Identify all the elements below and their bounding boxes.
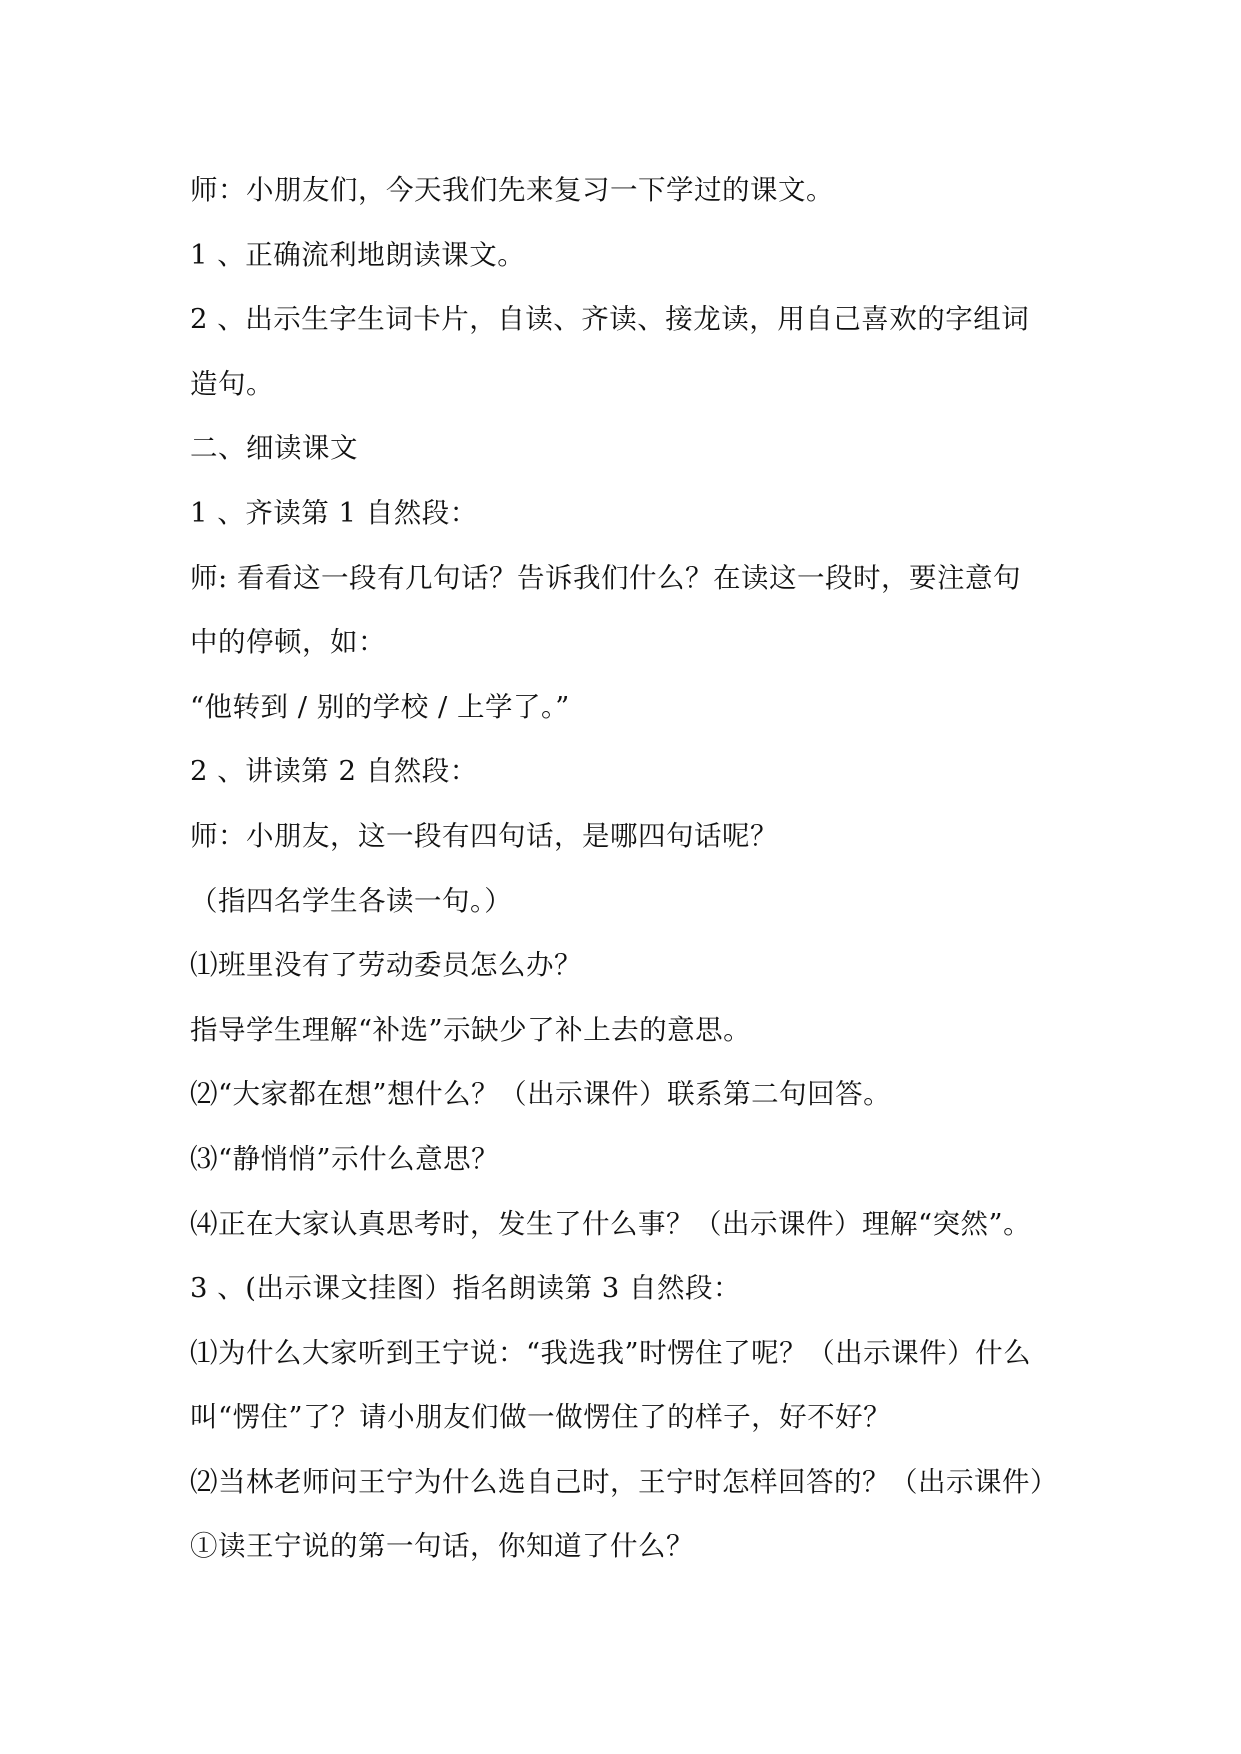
text-line-20: 叫“愣住”了？请小朋友们做一做愣住了的样子，好不好？ (190, 1401, 892, 1434)
text-line-8: 中的停顿，如： (190, 626, 386, 659)
document-body (190, 158, 1070, 1579)
text-line-2: 1 、正确流利地朗读课文。 (190, 238, 526, 271)
text-line-6: 1 、齐读第 1 自然段： (190, 496, 478, 529)
text-line-12: （指四名学生各读一句。） (190, 884, 513, 917)
text-line-15: ⑵“大家都在想”想什么？（出示课件）联系第二句回答。 (190, 1078, 892, 1111)
text-line-17: ⑷正在大家认真思考时，发生了什么事？（出示课件）理解“突然”。 (190, 1207, 1032, 1240)
text-line-18: 3 、(出示课文挂图）指名朗读第 3 自然段： (190, 1272, 741, 1305)
section-heading: 二、细读课文 (190, 432, 358, 465)
text-line-4: 造句。 (190, 367, 274, 400)
text-line-10: 2 、讲读第 2 自然段： (190, 755, 478, 788)
text-line-7: 师: 看看这一段有几句话？告诉我们什么？在读这一段时，要注意句 (190, 561, 1022, 594)
text-line-22: ①读王宁说的第一句话，你知道了什么？ (190, 1530, 694, 1563)
text-line-14: 指导学生理解“补选”示缺少了补上去的意思。 (190, 1013, 752, 1046)
text-line-21: ⑵当林老师问王宁为什么选自己时，王宁时怎样回答的？（出示课件） (190, 1465, 1058, 1498)
text-line-11: 师：小朋友，这一段有四句话，是哪四句话呢？ (190, 819, 778, 852)
text-line-13: ⑴班里没有了劳动委员怎么办？ (190, 949, 582, 982)
text-line-1: 师：小朋友们，今天我们先来复习一下学过的课文。 (190, 174, 834, 206)
text-line-19: ⑴为什么大家听到王宁说：“我选我”时愣住了呢？（出示课件）什么 (190, 1336, 1032, 1369)
text-line-3: 2 、出示生字生词卡片，自读、齐读、接龙读，用自己喜欢的字组词 (190, 303, 1030, 336)
text-line-16: ⑶“静悄悄”示什么意思？ (190, 1142, 500, 1175)
text-line-9: “他转到 / 别的学校 / 上学了。” (190, 690, 570, 723)
